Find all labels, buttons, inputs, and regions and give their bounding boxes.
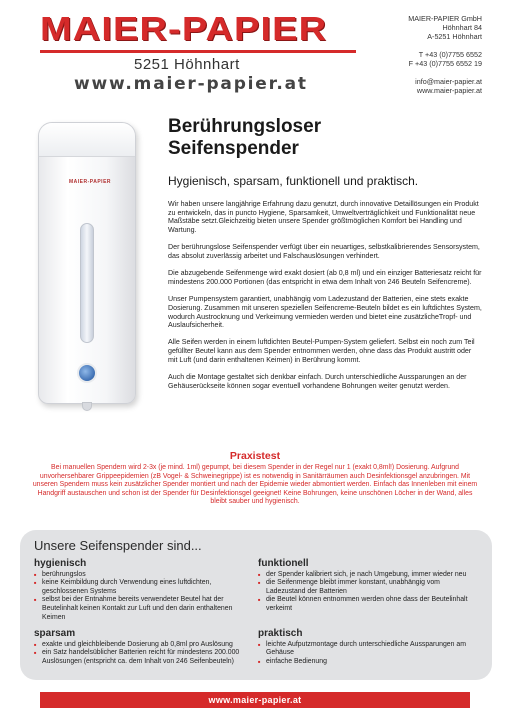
contact-email[interactable]: info@maier-papier.at [415,77,482,86]
contact-company: MAIER-PAPIER GmbH [408,14,482,23]
feature-item: ■ exakte und gleichbleibende Dosierung ab 0,8ml pro Auslösung [34,641,274,650]
praxistest-text: Bei manuellen Spendern wird 2-3x (je mind. 1ml) gepumpt, bei diesem Spender in der Regel nur 1 (exakt 0,8ml!) Dosierung. Aufgrund unvorhersehbarer Grippeepidemien (zB Vogel- & Schweinegrippe) ist es notwendig in Sanitärräumen auch Desinfektionsgel anzubringen. Mit unseren Spendern muss kein zusätzlicher Spender montiert und nach der Epidemie wieder abmontiert werden. Einfach das Innenleben mit einem Handgriff austauschen und schon ist der Spender für Desinfektionsgel geeignet! Keine Bohrungen, keine unschönen Löcher in der Wand, alles bleibt sauber und hygienisch. [32,464,478,506]
description-paragraph: Die abzugebende Seifenmenge wird exakt dosiert (ab 0,8 ml) und ein einziger Batteriesatz reicht für mindestens 200.000 Portionen (das entspricht in etwa dem Inhalt von 246 Beuteln Seifencreme). [168,269,482,286]
dispenser-lid [39,123,135,157]
feature-item: ■ leichte Aufputzmontage durch unterschiedliche Aussparungen am Gehäuse [258,641,478,658]
feature-item: ■ der Spender kalibriert sich, je nach Umgebung, immer wieder neu [258,571,478,580]
contact-block [408,14,482,95]
feature-group-title: praktisch [258,628,303,639]
dispenser-level-window [80,223,94,343]
features-box [20,530,492,680]
contact-web[interactable]: www.maier-papier.at [416,86,482,95]
dispenser-brand-label: MAIER-PAPIER [69,179,112,185]
feature-group-title: sparsam [34,628,76,639]
description-paragraph: Unser Pumpensystem garantiert, unabhängig vom Ladezustand der Batterien, eine stets exakte Dosierung. Zusammen mit unseren speziellen Seifencreme-Beuteln bildet es ein luftdichtes System, wodurch Austrocknung und Verkeimung vermieden werden und bietet eine zusätzlicheTropf- und Auslaufsicherheit. [168,295,482,330]
feature-group-sparsam [34,630,274,666]
feature-item: ■ ein Satz handelsüblicher Batterien reicht für mindestens 200.000 Auslösungen (entspricht ca. dem Inhalt von 246 Seifenbeuteln) [34,649,274,666]
praxistest-section [30,450,480,507]
sensor-icon [77,363,97,383]
logo-underline [40,50,356,53]
product-subtitle: Hygienisch, sparsam, funktionell und praktisch. [168,174,419,188]
description-paragraph: Auch die Montage gestaltet sich denkbar einfach. Durch unterschiedliche Aussparungen an der Gehäuserückseite können sogar eventuell vorhandene Bohrungen weiter genutzt werden. [168,373,467,390]
product-title-line2: Seifenspender [168,138,299,159]
footer-website-bar[interactable]: www.maier-papier.at [40,692,470,708]
features-heading: Unsere Seifenspender sind... [34,538,202,553]
feature-item: ■ selbst bei der Entnahme bereits verwendeter Beutel hat der Beutelinhalt keinen Kontakt zur Luft und den darin enthaltenen Keimen [34,596,244,622]
contact-fax: F +43 (0)7755 6552 19 [408,59,482,68]
contact-street: Höhnhart 84 [442,23,482,32]
feature-group-title: funktionell [258,558,309,569]
feature-item: ■ die Seifenmenge bleibt immer konstant, unabhängig vom Ladezustand der Batterien [258,579,478,596]
praxistest-heading: Praxistest [229,450,281,462]
feature-item: ■ keine Keimbildung durch Verwendung eines luftdichten, geschlossenen Systems [34,579,244,596]
header-website[interactable]: www.maier-papier.at [74,74,308,94]
product-title [168,116,321,160]
feature-item: ■ berührungslos [34,571,244,580]
feature-group-funktionell [258,560,478,614]
description-paragraph: Der berührungslose Seifenspender verfügt über ein neuartiges, selbstkalibrierendes Sensorsystem, das absolut zuverlässig arbeitet und Falschauslösungen verhindert. [168,243,480,261]
dispenser-nozzle [82,402,92,411]
soap-dispenser-illustration [38,122,136,404]
company-logo [40,10,328,48]
product-title-line1: Berührungsloser [168,116,322,137]
description-paragraph: Wir haben unsere langjährige Erfahrung dazu genutzt, durch innovative Detaillösungen ein Produkt zu entwickeln, das in puncto Hygiene, Sparsamkeit, Umweltverträglichkeit und Funktionalität neue Maßstäbe setzt.Gleichzeitig bieten unsere Spender größtmöglichen Komfort bei Handling und Wartung. [168,200,479,235]
feature-group-praktisch [258,630,478,666]
feature-item: ■ die Beutel können entnommen werden ohne dass der Beutelinhalt verkeimt [258,596,478,613]
logo-wordmark: MAIER-PAPIER [40,10,328,47]
description-body [168,200,482,399]
feature-group-hygienisch [34,560,244,622]
contact-phone: T +43 (0)7755 6552 [418,50,482,59]
description-paragraph: Alle Seifen werden in einem luftdichten Beutel-Pumpen-System geliefert. Selbst ein noch zum Teil gefüllter Beutel kann aus dem Spender entnommen werden, ohne dass das Produkt austritt oder mit Luft (und darin enthaltenen Keimen) in Berührung kommt. [168,338,475,364]
contact-postal: A-5251 Höhnhart [427,32,482,41]
header-city: 5251 Höhnhart [134,56,240,73]
feature-group-title: hygienisch [34,558,87,569]
feature-item: ■ einfache Bedienung [258,658,478,667]
product-image [28,114,146,416]
page-header [0,0,510,98]
